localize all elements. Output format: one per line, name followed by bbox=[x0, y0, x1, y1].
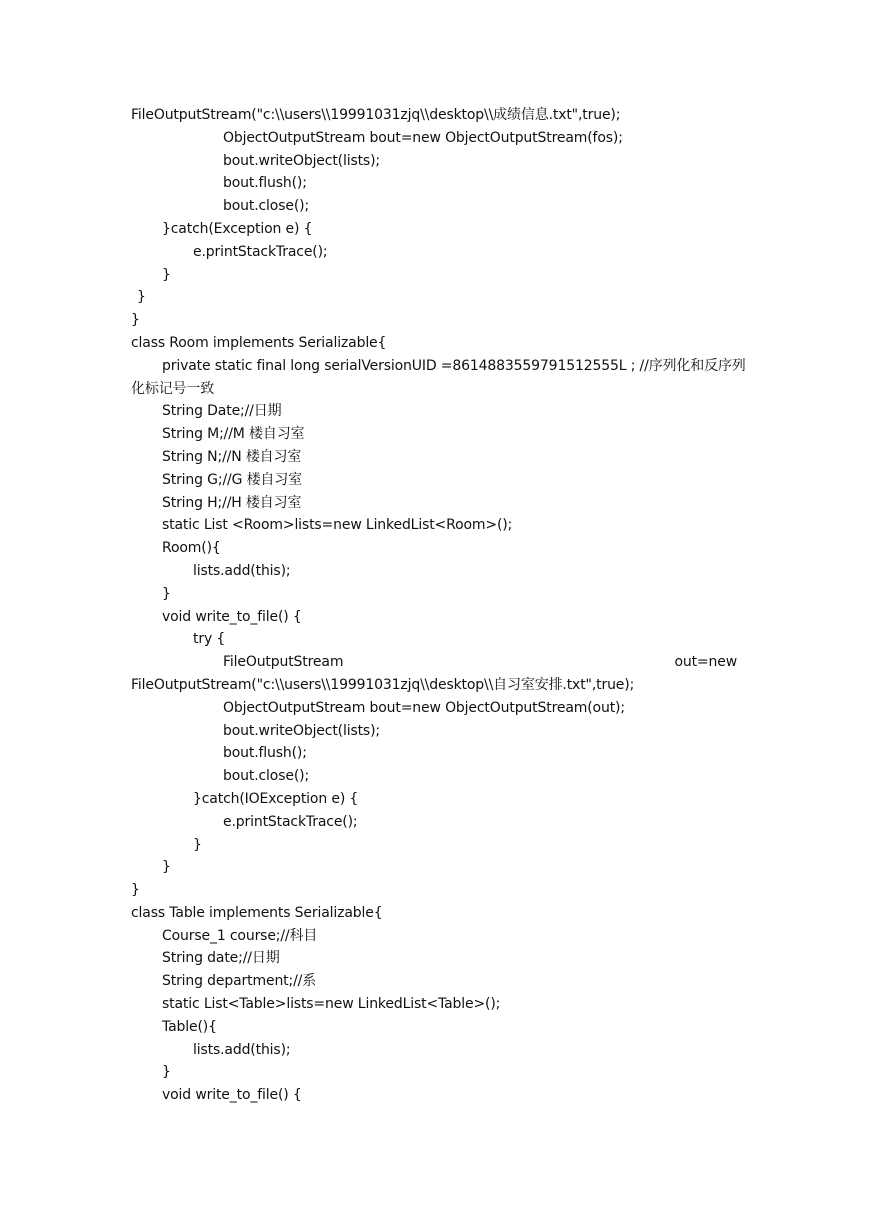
code-line: } bbox=[162, 585, 171, 602]
code-line: } bbox=[137, 289, 146, 306]
code-fragment: FileOutputStream bbox=[223, 654, 344, 671]
code-line: ObjectOutputStream bout=new ObjectOutputStream(out); bbox=[223, 699, 625, 716]
code-line: bout.flush(); bbox=[223, 175, 307, 192]
code-line: bout.close(); bbox=[223, 768, 310, 785]
code-line: lists.add(this); bbox=[193, 1041, 291, 1058]
code-line: } bbox=[131, 312, 140, 329]
code-line: Table(){ bbox=[162, 1018, 217, 1035]
code-line: } bbox=[162, 859, 171, 876]
code-line: class Table implements Serializable{ bbox=[131, 904, 383, 921]
code-line: try { bbox=[193, 631, 226, 648]
code-line: 化标记号一致 bbox=[131, 380, 215, 397]
code-line: String Date;//日期 bbox=[162, 403, 282, 420]
code-line: }catch(Exception e) { bbox=[162, 220, 313, 237]
code-line: FileOutputStream("c:\\users\\19991031zjq\\desktop\\成绩信息.txt",true); bbox=[131, 107, 621, 123]
code-line: e.printStackTrace(); bbox=[193, 243, 328, 260]
code-listing bbox=[131, 104, 746, 1107]
code-line: String G;//G 楼自习室 bbox=[162, 471, 302, 488]
code-line: String H;//H 楼自习室 bbox=[162, 494, 302, 511]
code-fragment: out=new bbox=[674, 654, 737, 671]
code-line: } bbox=[162, 1064, 171, 1081]
code-line: void write_to_file() { bbox=[162, 1087, 302, 1104]
code-line: }catch(IOException e) { bbox=[193, 790, 359, 807]
code-line: lists.add(this); bbox=[193, 562, 291, 579]
code-line: bout.flush(); bbox=[223, 745, 307, 762]
code-line: String M;//M 楼自习室 bbox=[162, 426, 305, 443]
code-line-justified bbox=[131, 651, 737, 674]
code-line: class Room implements Serializable{ bbox=[131, 334, 387, 351]
code-line: Course_1 course;//科目 bbox=[162, 927, 318, 944]
code-line: } bbox=[131, 882, 140, 899]
code-line: String department;//系 bbox=[162, 973, 317, 990]
code-line: Room(){ bbox=[162, 540, 221, 557]
code-line: static List<Table>lists=new LinkedList<Table>(); bbox=[162, 996, 501, 1013]
code-line: ObjectOutputStream bout=new ObjectOutputStream(fos); bbox=[223, 129, 623, 146]
code-line: e.printStackTrace(); bbox=[223, 813, 358, 830]
code-line: } bbox=[193, 836, 202, 853]
code-line: bout.close(); bbox=[223, 198, 310, 215]
code-line: } bbox=[162, 266, 171, 283]
code-line: String N;//N 楼自习室 bbox=[162, 448, 302, 465]
code-line: bout.writeObject(lists); bbox=[223, 152, 380, 169]
code-line: private static final long serialVersionUID =8614883559791512555L ; //序列化和反序列 bbox=[162, 357, 746, 374]
code-line: FileOutputStream("c:\\users\\19991031zjq\\desktop\\自习室安排.txt",true); bbox=[131, 676, 635, 693]
code-line: bout.writeObject(lists); bbox=[223, 722, 380, 739]
code-line: static List <Room>lists=new LinkedList<Room>(); bbox=[162, 517, 513, 534]
code-line: String date;//日期 bbox=[162, 950, 280, 967]
code-line: void write_to_file() { bbox=[162, 608, 302, 625]
